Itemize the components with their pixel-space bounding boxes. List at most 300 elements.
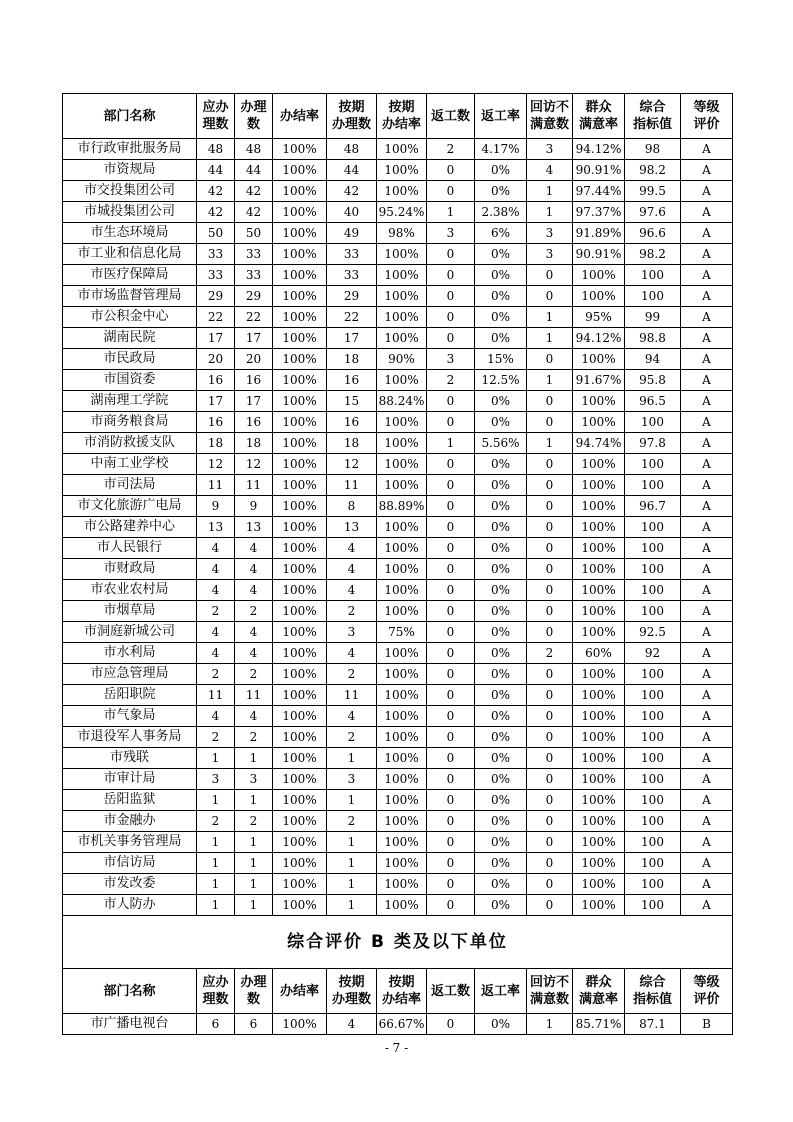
table-cell: 100% [273,853,327,874]
table-cell: 100% [377,433,427,454]
table-header-a [63,94,733,139]
table-cell: 90.91% [573,160,625,181]
table-cell: A [681,601,733,622]
table-cell: 13 [197,517,235,538]
table-cell: 0 [527,706,573,727]
table-body-a [63,139,733,916]
table-cell: 2 [197,727,235,748]
column-header-text: 按期 [338,975,365,990]
table-cell: 100% [273,328,327,349]
table-cell: 18 [327,349,377,370]
table-cell: 0 [427,181,475,202]
table-cell: 0% [475,265,527,286]
table-cell: 94.12% [573,139,625,160]
department-name-cell: 市财政局 [63,559,197,580]
column-header [427,94,475,139]
table-cell: 48 [327,139,377,160]
table-cell: 100% [377,601,427,622]
table-cell: A [681,790,733,811]
department-name-cell: 市市场监督管理局 [63,286,197,307]
table-cell: 100% [273,475,327,496]
table-cell: 0% [475,790,527,811]
table-cell: 0 [427,706,475,727]
table-cell: 2 [197,664,235,685]
table-cell: 4 [327,580,377,601]
table-cell: 100% [573,349,625,370]
column-header-text: 部门名称 [103,108,156,124]
table-cell: 1 [427,433,475,454]
table-cell: 100% [377,769,427,790]
table-cell: 4 [197,643,235,664]
table-cell: 1 [527,307,573,328]
table-cell: 4 [327,706,377,727]
column-header [377,969,427,1014]
table-cell: 100% [377,643,427,664]
table-cell: 98.2 [625,160,681,181]
table-row [63,727,733,748]
table-cell: 100% [273,811,327,832]
department-name-cell: 市生态环境局 [63,223,197,244]
column-header [573,94,625,139]
table-cell: A [681,517,733,538]
table-cell: A [681,643,733,664]
table-cell: 0 [427,727,475,748]
table-cell: 0% [475,538,527,559]
table-cell: 4 [527,160,573,181]
table-cell: 29 [197,286,235,307]
table-cell: 100% [573,769,625,790]
table-cell: 0 [427,790,475,811]
table-cell: 1 [527,433,573,454]
table-cell: 3 [427,349,475,370]
table-cell: 42 [235,202,273,223]
table-cell: A [681,580,733,601]
table-cell: 29 [235,286,273,307]
column-header [427,969,475,1014]
table-cell: A [681,853,733,874]
table-cell: 0% [475,286,527,307]
table-row [63,475,733,496]
table-cell: 100% [273,538,327,559]
column-header-text: 应办 [202,975,229,990]
table-cell: 100% [573,580,625,601]
table-cell: 100 [625,874,681,895]
table-cell: A [681,307,733,328]
table-cell: 4 [327,643,377,664]
table-cell: A [681,685,733,706]
table-cell: 0 [427,580,475,601]
department-name-cell: 市资规局 [63,160,197,181]
table-cell: 100 [625,832,681,853]
table-cell: 100% [377,832,427,853]
department-name-cell: 湖南理工学院 [63,391,197,412]
table-cell: 0 [527,769,573,790]
table-cell: 0 [427,643,475,664]
table-cell: 100% [273,286,327,307]
table-cell: 6 [235,1014,273,1035]
table-cell: 100% [377,286,427,307]
column-header [475,969,527,1014]
column-header-text: 综合 [639,975,666,990]
table-cell: 0 [427,895,475,916]
table-cell: 75% [377,622,427,643]
table-cell: 1 [197,853,235,874]
table-cell: 0 [427,685,475,706]
table-cell: 94.74% [573,433,625,454]
table-cell: 100% [573,874,625,895]
table-cell: A [681,412,733,433]
column-header-text: 数 [246,992,260,1007]
table-cell: 9 [235,496,273,517]
table-cell: A [681,349,733,370]
table-row [63,601,733,622]
table-cell: 0% [475,853,527,874]
table-cell: 4 [235,706,273,727]
table-cell: 100% [377,139,427,160]
table-cell: 100 [625,727,681,748]
table-cell: 1 [235,874,273,895]
table-cell: 100% [273,223,327,244]
table-cell: 100% [573,706,625,727]
table-row [63,895,733,916]
table-cell: 100% [273,559,327,580]
table-cell: 0 [427,874,475,895]
table-cell: 97.6 [625,202,681,223]
table-cell: 11 [197,685,235,706]
column-header [327,94,377,139]
table-cell: 100% [573,622,625,643]
column-header [273,94,327,139]
table-cell: 0% [475,832,527,853]
table-cell: 15% [475,349,527,370]
table-cell: A [681,475,733,496]
column-header-text: 按期 [338,100,365,115]
table-cell: 100% [573,496,625,517]
table-cell: 0 [527,748,573,769]
table-cell: 0 [527,811,573,832]
column-header-text: 办理数 [331,117,371,132]
table-cell: 100% [377,727,427,748]
table-cell: 0% [475,727,527,748]
table-row [63,349,733,370]
table-row [63,643,733,664]
table-cell: 87.1 [625,1014,681,1035]
table-cell: 44 [235,160,273,181]
table-cell: 0 [427,853,475,874]
table-cell: 40 [327,202,377,223]
column-header-text: 满意率 [578,117,618,132]
column-header [625,969,681,1014]
table-cell: 100% [573,517,625,538]
table-cell: 44 [327,160,377,181]
table-cell: 9 [197,496,235,517]
table-cell: 4 [235,643,273,664]
table-cell: A [681,139,733,160]
table-cell: 0 [527,559,573,580]
table-cell: 0% [475,811,527,832]
table-cell: 0 [527,790,573,811]
column-header-text: 满意数 [529,117,569,132]
column-header-text: 办结率 [381,117,421,132]
column-header [327,969,377,1014]
column-header [527,969,573,1014]
table-cell: 17 [327,328,377,349]
table-cell: 0 [427,328,475,349]
table-row [63,811,733,832]
table-cell: 4 [197,538,235,559]
table-cell: 16 [235,370,273,391]
table-cell: 11 [327,475,377,496]
table-cell: 100% [377,160,427,181]
table-cell: 100% [273,412,327,433]
table-cell: 100% [273,580,327,601]
table-cell: 2 [197,811,235,832]
table-cell: 3 [327,622,377,643]
table-row [63,307,733,328]
table-cell: 1 [235,790,273,811]
table-cell: A [681,454,733,475]
table-cell: 0 [427,601,475,622]
page-number: - 7 - [384,1041,409,1055]
table-cell: 100 [625,706,681,727]
table-cell: 1 [197,790,235,811]
table-cell: 0 [427,811,475,832]
section-title-row [63,916,733,969]
table-cell: 98.8 [625,328,681,349]
table-cell: 3 [197,769,235,790]
table-cell: 100 [625,895,681,916]
table-cell: 0% [475,643,527,664]
table-cell: 100% [273,202,327,223]
table-cell: 90.91% [573,244,625,265]
table-cell: 98 [625,139,681,160]
table-cell: 0 [427,622,475,643]
table-cell: 100% [273,349,327,370]
table-cell: 100 [625,580,681,601]
column-header-text: 回访不 [529,100,569,115]
table-cell: 0% [475,769,527,790]
table-cell: 33 [235,265,273,286]
column-header-text: 办理 [240,975,267,990]
table-cell: 1 [235,895,273,916]
section-title: 综合评价 B 类及以下单位 [63,916,733,969]
table-cell: A [681,538,733,559]
table-cell: 4 [235,622,273,643]
table-cell: 100% [273,370,327,391]
table-cell: 42 [327,181,377,202]
table-cell: 0 [427,160,475,181]
table-cell: 1 [235,832,273,853]
column-header-text: 等级 [693,975,720,990]
column-header [377,94,427,139]
table-cell: 0 [427,664,475,685]
department-name-cell: 市发改委 [63,874,197,895]
header-a-row [63,94,733,139]
table-cell: 100% [273,727,327,748]
column-header-text: 回访不 [529,975,569,990]
table-row [63,391,733,412]
table-cell: 100% [377,706,427,727]
department-name-cell: 岳阳职院 [63,685,197,706]
table-cell: 100% [377,517,427,538]
table-cell: 100% [573,853,625,874]
table-cell: 100% [273,706,327,727]
table-cell: 0 [427,517,475,538]
table-cell: 100% [273,307,327,328]
table-cell: A [681,622,733,643]
table-cell: 1 [197,832,235,853]
table-row [63,223,733,244]
column-header [235,969,273,1014]
table-cell: 100% [377,790,427,811]
table-cell: 100% [573,391,625,412]
column-header-text: 办结率 [279,108,319,124]
table-cell: A [681,244,733,265]
department-name-cell: 市交投集团公司 [63,181,197,202]
table-row [63,433,733,454]
table-cell: 100% [573,601,625,622]
table-cell: 100% [573,664,625,685]
table-cell: 100% [273,601,327,622]
column-header-text: 评价 [693,117,720,132]
table-cell: 100% [377,685,427,706]
table-cell: B [681,1014,733,1035]
table-cell: 0 [427,286,475,307]
table-cell: 33 [197,265,235,286]
table-cell: 100% [573,895,625,916]
table-cell: 100% [573,832,625,853]
table-cell: 1 [235,748,273,769]
table-cell: 0% [475,664,527,685]
column-header [197,94,235,139]
table-cell: 0 [527,664,573,685]
table-cell: 8 [327,496,377,517]
table-cell: 0 [427,832,475,853]
table-cell: 1 [327,790,377,811]
table-cell: 4 [327,1014,377,1035]
column-header [625,94,681,139]
table-cell: 0 [527,349,573,370]
column-header [197,969,235,1014]
table-cell: 11 [327,685,377,706]
table-cell: 100% [573,286,625,307]
table-cell: 0% [475,706,527,727]
table-cell: 0% [475,517,527,538]
department-name-cell: 市消防救援支队 [63,433,197,454]
table-cell: 92 [625,643,681,664]
table-cell: 100% [273,454,327,475]
table-row [63,685,733,706]
department-name-cell: 市金融办 [63,811,197,832]
table-cell: 100% [573,559,625,580]
table-cell: 2 [235,811,273,832]
table-cell: 42 [235,181,273,202]
table-cell: 100 [625,790,681,811]
table-cell: 0% [475,580,527,601]
table-cell: 0 [527,517,573,538]
table-cell: 97.44% [573,181,625,202]
table-cell: 11 [235,475,273,496]
table-cell: 0 [527,538,573,559]
table-cell: 2 [235,664,273,685]
table-cell: 1 [527,328,573,349]
department-name-cell: 市公积金中心 [63,307,197,328]
table-cell: 95% [573,307,625,328]
department-name-cell: 市文化旅游广电局 [63,496,197,517]
table-body-b [63,1014,733,1035]
table-cell: 42 [197,181,235,202]
table-cell: 100% [273,1014,327,1035]
table-cell: 2 [235,601,273,622]
table-cell: A [681,559,733,580]
table-cell: 100 [625,559,681,580]
table-cell: A [681,664,733,685]
table-cell: 1 [527,1014,573,1035]
column-header-text: 办结率 [381,992,421,1007]
table-cell: 3 [427,223,475,244]
table-cell: 100% [273,244,327,265]
table-cell: 1 [527,370,573,391]
table-cell: A [681,265,733,286]
table-cell: 17 [235,391,273,412]
table-row [63,496,733,517]
table-cell: 100% [377,412,427,433]
table-cell: 16 [327,370,377,391]
table-cell: 17 [197,328,235,349]
column-header-text: 评价 [693,992,720,1007]
table-row [63,706,733,727]
column-header [63,94,197,139]
table-cell: 2 [235,727,273,748]
table-cell: 99.5 [625,181,681,202]
table-cell: 48 [197,139,235,160]
column-header [235,94,273,139]
table-cell: 0 [527,895,573,916]
table-cell: 0 [427,559,475,580]
table-cell: 91.89% [573,223,625,244]
table-cell: 66.67% [377,1014,427,1035]
department-name-cell: 市司法局 [63,475,197,496]
table-cell: A [681,706,733,727]
table-cell: 3 [235,769,273,790]
table-cell: 60% [573,643,625,664]
table-cell: A [681,874,733,895]
department-evaluation-table-container [62,93,732,1035]
table-cell: 0% [475,454,527,475]
table-cell: 12 [327,454,377,475]
table-cell: A [681,727,733,748]
table-row [63,202,733,223]
department-name-cell: 市农业农村局 [63,580,197,601]
table-cell: 0 [427,769,475,790]
column-header [681,94,733,139]
table-cell: 100 [625,811,681,832]
table-cell: 0 [427,538,475,559]
table-cell: 18 [235,433,273,454]
column-header-text: 综合 [639,100,666,115]
table-cell: A [681,895,733,916]
table-cell: 100% [377,874,427,895]
table-cell: 100% [377,895,427,916]
department-name-cell: 市应急管理局 [63,664,197,685]
table-cell: 1 [327,832,377,853]
table-cell: 0% [475,748,527,769]
table-cell: 100% [377,370,427,391]
department-name-cell: 市行政审批服务局 [63,139,197,160]
table-cell: 4 [197,580,235,601]
table-cell: A [681,748,733,769]
table-cell: 100% [377,748,427,769]
